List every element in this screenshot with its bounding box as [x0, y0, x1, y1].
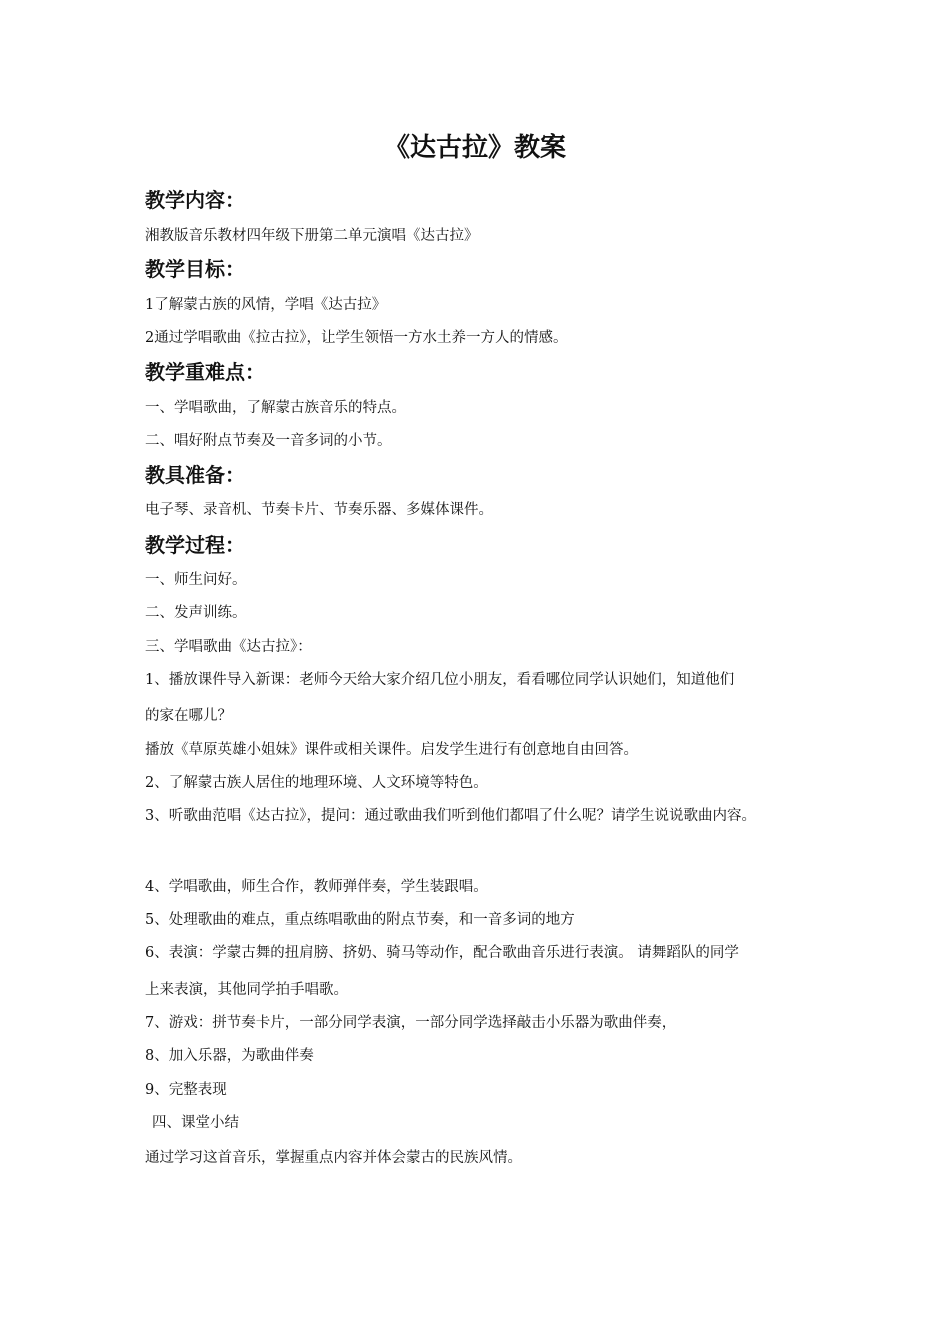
teaching-content-text: 湘教版音乐教材四年级下册第二单元演唱《达古拉》 [145, 228, 479, 244]
summary-text: 通过学习这首音乐，掌握重点内容并体会蒙古的民族风情。 [145, 1150, 522, 1166]
key-point-1: 一、学唱歌曲，了解蒙古族音乐的特点。 [145, 400, 406, 416]
process-item-6a: 6、表演：学蒙古舞的扭肩膀、挤奶、骑马等动作，配合歌曲音乐进行表演。 请舞蹈队的同学 [145, 945, 739, 961]
heading-teaching-tools: 教具准备： [145, 463, 245, 487]
process-item-2: 2、了解蒙古族人居住的地理环境、人文环境等特色。 [145, 775, 488, 791]
process-item-8: 8、加入乐器，为歌曲伴奏 [145, 1048, 314, 1064]
process-step-greeting: 一、师生问好。 [145, 572, 247, 588]
process-item-1a: 1、播放课件导入新课：老师今天给大家介绍几位小朋友，看看哪位同学认识她们，知道他们 [145, 672, 735, 688]
process-item-5: 5、处理歌曲的难点，重点练唱歌曲的附点节奏，和一音多词的地方 [145, 912, 575, 928]
heading-key-points: 教学重难点： [145, 360, 265, 384]
process-item-3: 3、听歌曲范唱《达古拉》，提问：通过歌曲我们听到他们都唱了什么呢？请学生说说歌曲内容。 [145, 808, 756, 824]
process-item-video: 播放《草原英雄小姐妹》课件或相关课件。启发学生进行有创意地自由回答。 [145, 742, 638, 758]
document-title: 《达古拉》教案 [383, 133, 566, 163]
process-step-summary: 四、课堂小结 [152, 1115, 239, 1131]
key-point-2: 二、唱好附点节奏及一音多词的小节。 [145, 433, 392, 449]
process-item-1b: 的家在哪儿？ [145, 708, 232, 724]
heading-teaching-content: 教学内容： [145, 188, 245, 212]
process-item-9: 9、完整表现 [145, 1082, 227, 1098]
process-step-learn-song: 三、学唱歌曲《达古拉》： [145, 639, 312, 655]
goal-item-1: 1了解蒙古族的风情，学唱《达古拉》 [145, 297, 387, 313]
heading-teaching-goals: 教学目标： [145, 257, 245, 281]
process-item-6b: 上来表演，其他同学拍手唱歌。 [145, 982, 348, 998]
process-item-4: 4、学唱歌曲，师生合作，教师弹伴奏，学生装跟唱。 [145, 879, 488, 895]
heading-teaching-process: 教学过程： [145, 533, 245, 557]
goal-item-2: 2通过学唱歌曲《拉古拉》，让学生领悟一方水土养一方人的情感。 [145, 330, 568, 346]
teaching-tools-text: 电子琴、录音机、节奏卡片、节奏乐器、多媒体课件。 [145, 502, 493, 518]
process-step-vocal: 二、发声训练。 [145, 605, 247, 621]
process-item-7: 7、游戏：拼节奏卡片，一部分同学表演，一部分同学选择敲击小乐器为歌曲伴奏， [145, 1015, 677, 1031]
